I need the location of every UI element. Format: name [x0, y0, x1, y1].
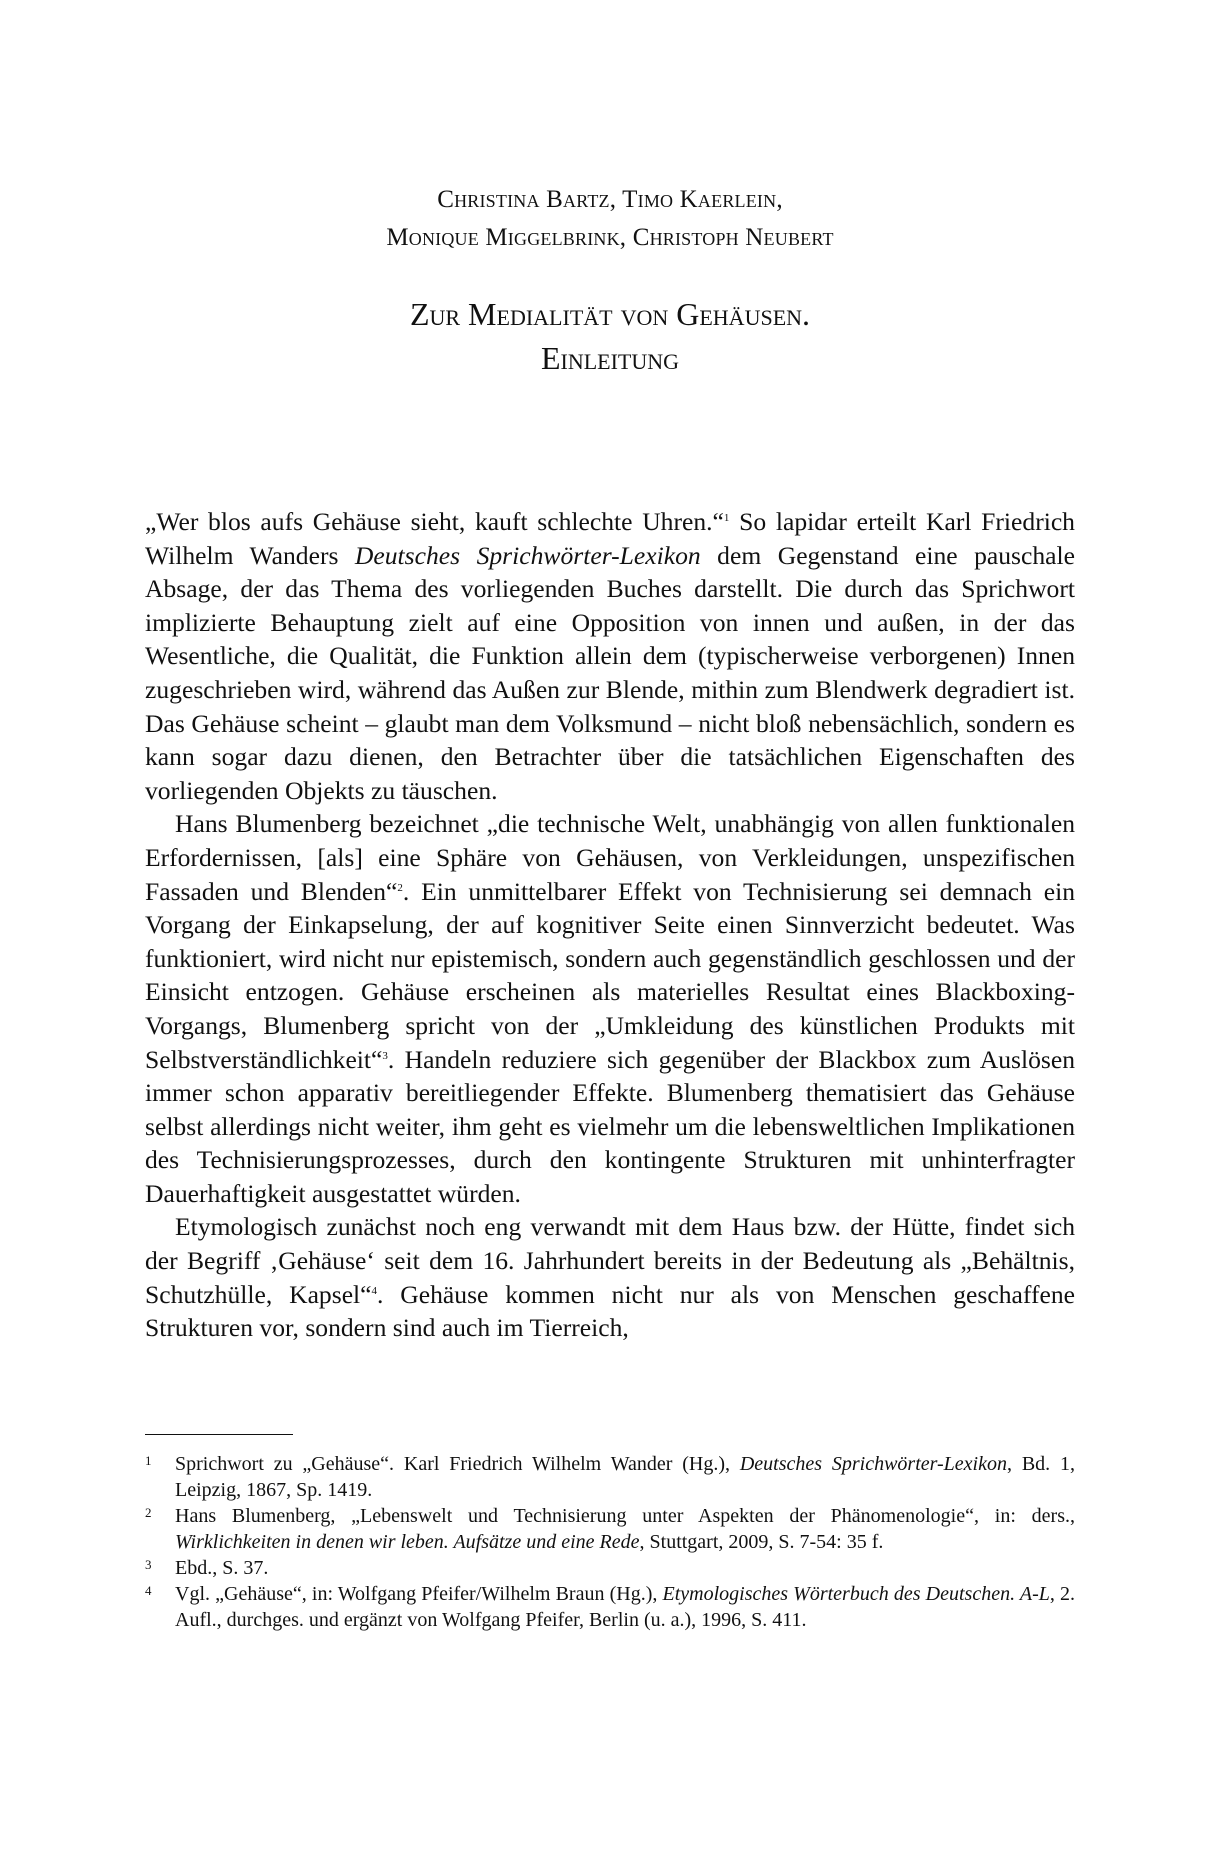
footnote-number: 3 — [145, 1557, 152, 1572]
paragraph-2: Hans Blumenberg bezeichnet „die technische Welt, unabhängig von allen funktionalen Erfordernissen, [als] eine Sphäre von Gehäusen, von Verkleidungen, unspezifischen Fassaden und Blenden“$^2$. Ein unmittelbarer Effekt von Technisierung sei demnach ein Vorgang der Einkapselung, der auf kognitiver Seite einen Sinnverzicht bedeutet. Was funktioniert, wird nicht nur epistemisch, sondern auch gegenständlich geschlossen und der Einsicht entzogen. Gehäuse erscheinen als materielles Resultat eines Blackboxing-Vorgangs, Blumenberg spricht von der „Umkleidung des künstlichen Produkts mit Selbstverständlichkeit“$^3$. Handeln reduziere sich gegenüber der Blackbox zum Auslösen immer schon apparativ bereitliegender Effekte. Blumenberg thematisiert das Gehäuse selbst allerdings nicht weiter, ihm geht es vielmehr um die lebensweltlichen Implikationen des Technisierungsprozesses, durch den kontingente Strukturen mit unhinterfragter Dauerhaftigkeit ausgestattet würden. — [145, 809, 1075, 1208]
footnotes — [145, 1451, 1075, 1633]
book-title: Deutsches Sprichwörter-Lexikon — [354, 540, 701, 570]
paragraph-3: Etymologisch zunächst noch eng verwandt mit dem Haus bzw. der Hütte, findet sich der Begriff ‚Gehäuse‘ seit dem 16. Jahrhundert bereits in der Bedeutung als „Behältnis, Schutzhülle, Kapsel“$^4$. Gehäuse kommen nicht nur als von Menschen geschaffene Strukturen vor, sondern sind auch im Tierreich, — [145, 1212, 1075, 1343]
chapter-title-line-1: Zur Medialität von Gehäusen. — [409, 296, 811, 332]
authors-line-2: Monique Miggelbrink, Christoph Neubert — [386, 224, 834, 251]
footnote-3: 3 Ebd., S. 37. — [145, 1555, 1075, 1581]
footnote-ref-3[interactable]: 3 — [382, 1049, 388, 1062]
footnote-1: 1 Sprichwort zu „Gehäuse“. Karl Friedrich Wilhelm Wander (Hg.), Deutsches Sprichwörter-Lexikon, Bd. 1, Leipzig, 1867, Sp. 1419. — [145, 1451, 1075, 1503]
footnote-number: 4 — [145, 1583, 152, 1598]
authors-line-1: Christina Bartz, Timo Kaerlein, — [437, 186, 783, 213]
footnote-number: 2 — [145, 1505, 152, 1520]
footnote-2: 2 Hans Blumenberg, „Lebenswelt und Technisierung unter Aspekten der Phänomenologie“, in: ders., Wirklichkeiten in denen wir leben. Aufsätze und eine Rede, Stuttgart, 2009, S. 7-54: 35 f. — [145, 1503, 1075, 1555]
footnote-4: 4 Vgl. „Gehäuse“, in: Wolfgang Pfeifer/Wilhelm Braun (Hg.), Etymologisches Wörterbuch des Deutschen. A-L, 2. Aufl., durchges. und ergänzt von Wolfgang Pfeifer, Berlin (u. a.), 1996, S. 411. — [145, 1581, 1075, 1633]
footnote-ref-4[interactable]: 4 — [371, 1284, 378, 1297]
body-text — [145, 505, 1075, 1345]
footnote-ref-1[interactable]: 1 — [723, 512, 730, 524]
footnote-divider — [145, 1434, 293, 1435]
footnote-ref-2[interactable]: 2 — [397, 881, 403, 894]
chapter-title-line-2: Einleitung — [540, 340, 680, 376]
footnote-number: 1 — [145, 1453, 152, 1468]
paragraph-1: „Wer blos aufs Gehäuse sieht, kauft schlechte Uhren.“$^1$ So lapidar erteilt Karl Friedrich Wilhelm Wanders Deutsches Sprichwörter-Lexikon dem Gegenstand eine pauschale Absage, der das Thema des vorliegenden Buches darstellt. Die durch das Sprichwort implizierte Behauptung zielt auf eine Opposition von innen und außen, in der das Wesentliche, die Qualität, die Funktion allein dem (typischerweise verborgenen) Innen zugeschrieben wird, während das Außen zur Blende, mithin zum Blendwerk degradiert ist. Das Gehäuse scheint – glaubt man dem Volksmund – nicht bloß nebensächlich, sondern es kann sogar dazu dienen, den Betrachter über die tatsächlichen Eigenschaften des vorliegenden Objekts zu täuschen. — [145, 507, 1076, 805]
